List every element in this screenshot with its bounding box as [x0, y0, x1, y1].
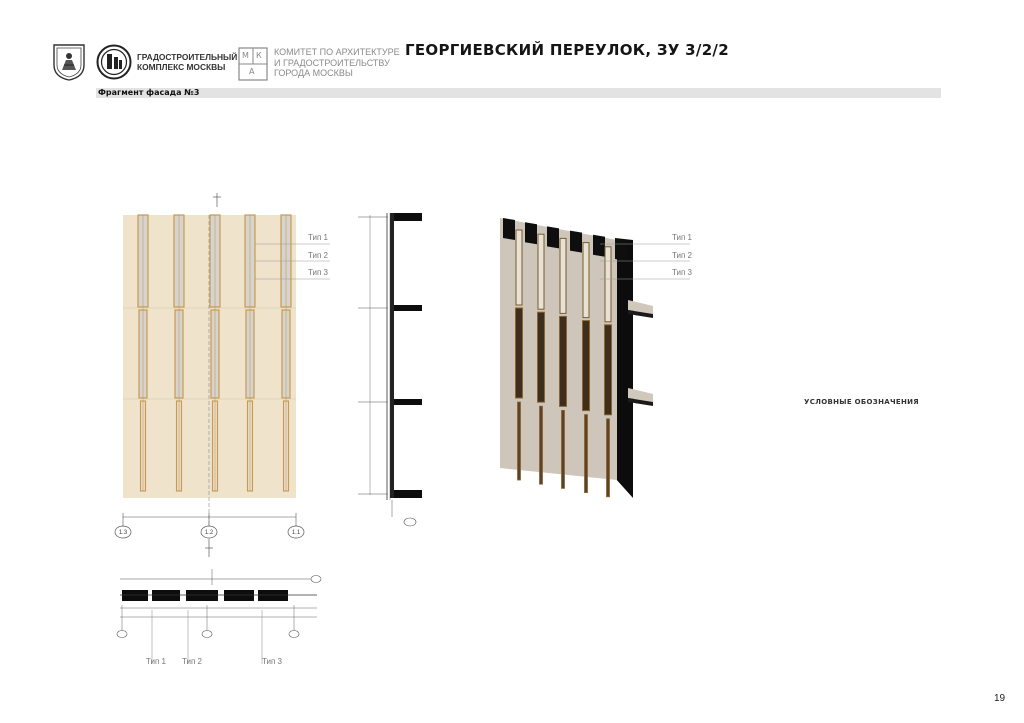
render-window-lower	[562, 410, 565, 488]
elevation-callout-type-1: Тип 1	[308, 233, 329, 242]
render-window-upper	[538, 234, 544, 309]
render-window-lower	[607, 419, 610, 497]
org1-line-1: ГРАДОСТРОИТЕЛЬНЫЙ	[137, 52, 238, 62]
render-fin	[547, 226, 559, 248]
render-window-lower	[518, 402, 521, 480]
render-fin	[570, 231, 582, 253]
render-window-upper	[583, 243, 589, 318]
facade-section	[352, 205, 427, 530]
section-slab-top	[392, 213, 422, 221]
elevation-callout-type-3: Тип 3	[308, 268, 329, 277]
org1-name	[137, 52, 237, 72]
render-fin	[503, 218, 515, 240]
axis-label-1-1: 1.1	[291, 530, 301, 536]
moscow-coat-of-arms-logo	[52, 43, 86, 81]
render-window-middle	[605, 325, 612, 415]
section-bar	[96, 88, 941, 98]
render-window-middle	[560, 316, 567, 406]
render-window-middle	[516, 308, 523, 398]
mka-logo-icon	[238, 47, 268, 81]
render-callout-type-1: Тип 1	[672, 233, 693, 242]
render-window-middle	[538, 312, 545, 402]
org2-line-3: ГОРОДА МОСКВЫ	[274, 68, 353, 78]
render-window-lower	[540, 406, 543, 484]
section-slab-3	[392, 399, 422, 405]
render-window-upper	[516, 230, 522, 305]
render-window-middle	[583, 321, 590, 411]
org2-line-1: КОМИТЕТ ПО АРХИТЕКТУРЕ	[274, 47, 400, 57]
render-window-lower	[585, 415, 588, 493]
axis-label-1-2: 1.2	[204, 530, 214, 536]
org2-name	[274, 47, 400, 79]
plan-callout-type-1: Тип 1	[146, 657, 167, 666]
org1-line-2: КОМПЛЕКС МОСКВЫ	[137, 62, 226, 72]
mka-letter-m: М	[242, 51, 249, 60]
mka-letter-k: К	[256, 51, 262, 60]
section-label: Фрагмент фасада №3	[98, 88, 200, 97]
grad-complex-logo-icon	[96, 44, 132, 80]
legend-title: УСЛОВНЫЕ ОБОЗНАЧЕНИЯ	[804, 398, 919, 406]
section-slab-bottom	[392, 490, 422, 498]
render-fin	[525, 222, 537, 244]
render-callout-type-3: Тип 3	[672, 268, 693, 277]
render-callout-type-2: Тип 2	[672, 251, 693, 260]
axis-label-1-3: 1.3	[118, 530, 128, 536]
plan-callout-type-2: Тип 2	[182, 657, 203, 666]
page-number: 19	[994, 693, 1006, 704]
render-window-upper	[560, 238, 566, 313]
mka-letter-a: А	[249, 67, 255, 76]
section-slab-2	[392, 305, 422, 311]
org2-line-2: И ГРАДОСТРОИТЕЛЬСТВУ	[274, 57, 390, 68]
elevation-callout-type-2: Тип 2	[308, 251, 329, 260]
plan-callout-type-3: Тип 3	[262, 657, 283, 666]
page-title: ГЕОРГИЕВСКИЙ ПЕРЕУЛОК, ЗУ 3/2/2	[405, 41, 729, 59]
